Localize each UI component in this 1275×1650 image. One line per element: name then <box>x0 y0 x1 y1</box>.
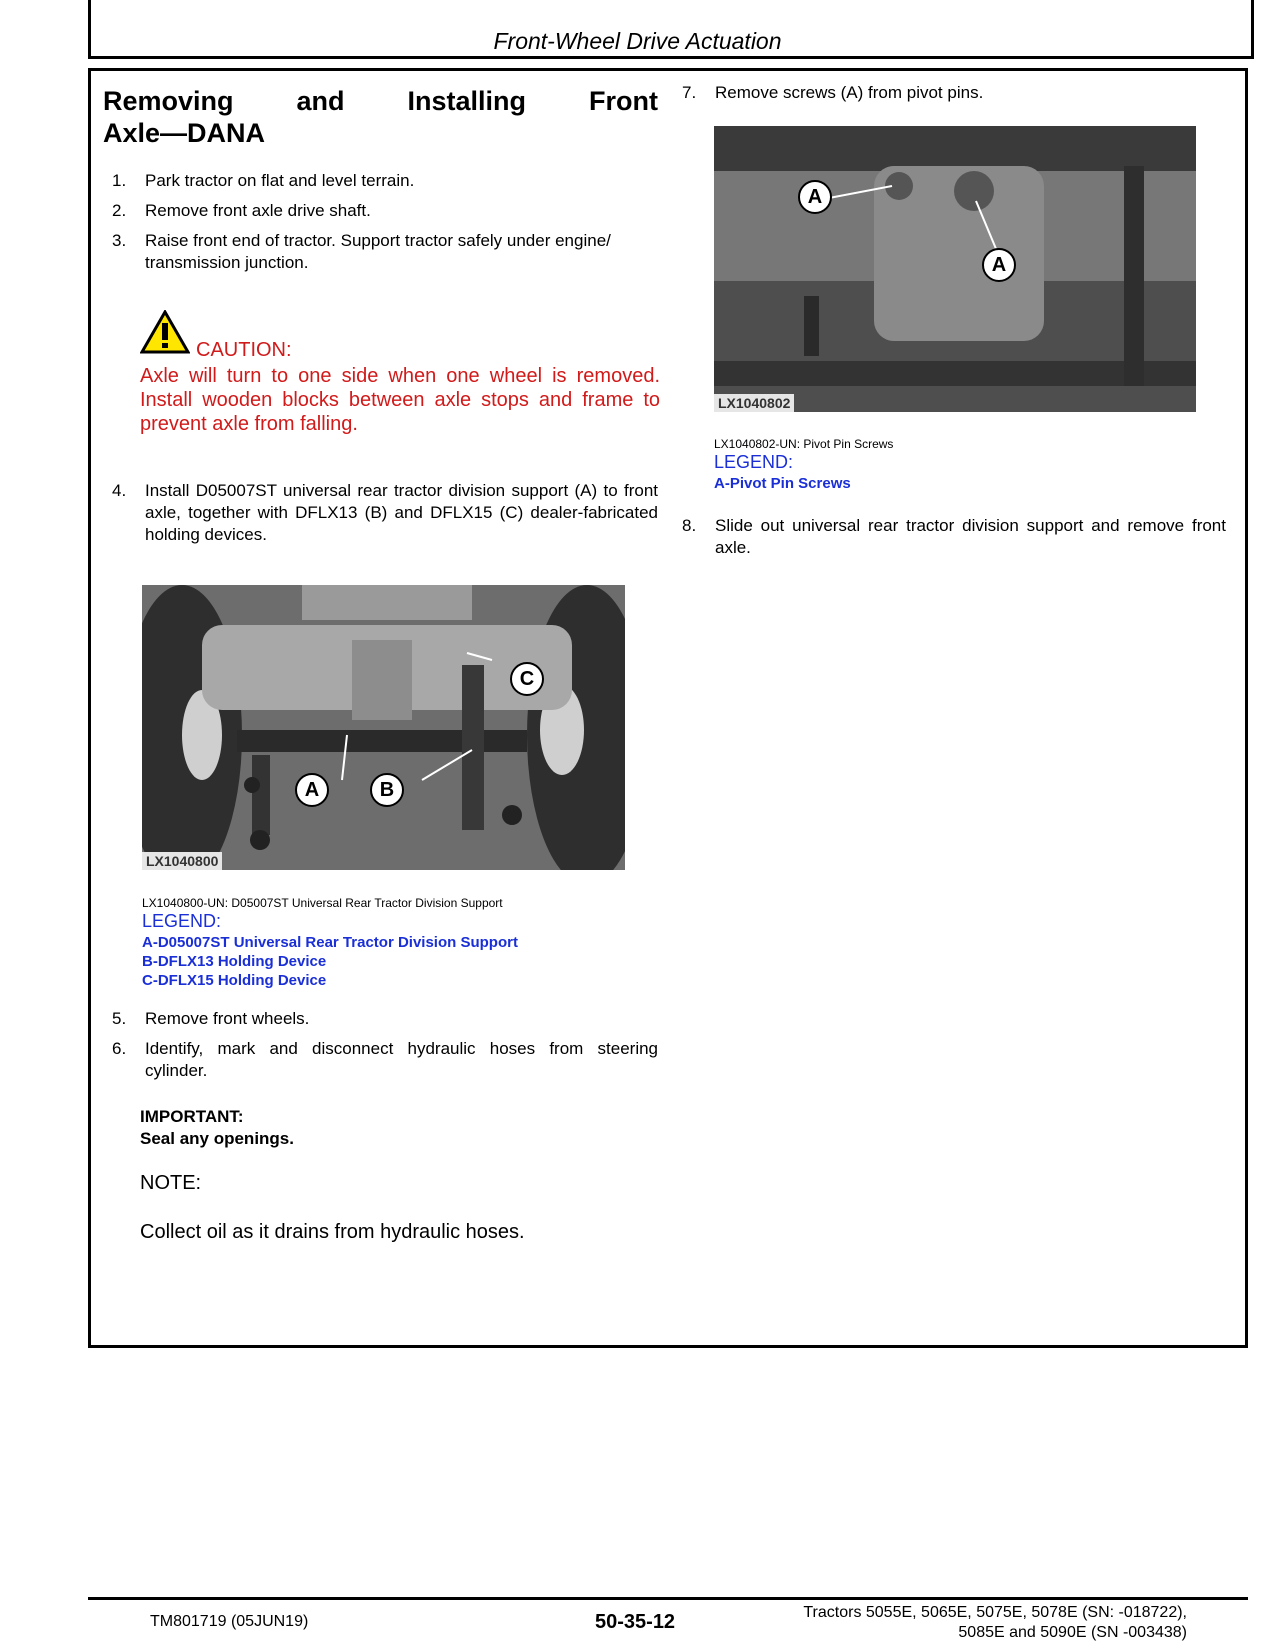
heading-word: Removing <box>103 86 234 116</box>
legend-item: A-D05007ST Universal Rear Tractor Division Support <box>142 934 518 951</box>
figure-2-legend <box>714 474 851 493</box>
figure-1-legend-title: LEGEND: <box>142 911 222 931</box>
legend-item: B-DFLX13 Holding Device <box>142 953 327 970</box>
tractor-axle-illustration <box>142 585 625 870</box>
important-text: Seal any openings. <box>140 1129 294 1148</box>
warning-triangle-icon <box>140 310 190 354</box>
figure-2-photo <box>714 126 1196 412</box>
image-code: LX1040800 <box>142 852 222 870</box>
footer-models-line-1: Tractors 5055E, 5065E, 5075E, 5078E (SN: -018722), <box>803 1604 1187 1621</box>
figure-1-legend <box>142 933 518 990</box>
important-title: IMPORTANT: <box>140 1107 244 1126</box>
caution-label: CAUTION: <box>196 339 292 361</box>
legend-item: C-DFLX15 Holding Device <box>142 972 327 989</box>
callout-c: C <box>510 662 544 696</box>
heading-word: Installing <box>407 86 527 116</box>
callout-a: A <box>295 773 329 807</box>
callout-a: A <box>798 180 832 214</box>
callout-b: B <box>370 773 404 807</box>
section-title: Front-Wheel Drive Actuation <box>493 28 782 54</box>
footer-page-number: 50-35-12 <box>595 1611 676 1633</box>
footer-models-line-2: 5085E and 5090E (SN -003438) <box>958 1624 1187 1641</box>
page-heading <box>103 85 658 149</box>
footer-models <box>803 1603 1187 1643</box>
note-title: NOTE: <box>140 1172 202 1194</box>
figure-2-caption: LX1040802-UN: Pivot Pin Screws <box>714 437 894 451</box>
figure-1-photo <box>142 585 625 870</box>
note-text: Collect oil as it drains from hydraulic hoses. <box>140 1221 525 1243</box>
legend-item: A-Pivot Pin Screws <box>714 475 851 492</box>
pivot-pin-illustration <box>714 126 1196 412</box>
heading-word: Front <box>589 86 658 116</box>
figure-2-legend-title: LEGEND: <box>714 452 794 472</box>
heading-word: and <box>296 86 345 116</box>
caution-text: Axle will turn to one side when one wheel is removed. Install wooden blocks between axle stops and frame to prevent axle from falling. <box>140 365 660 435</box>
footer-rule <box>88 1597 1248 1600</box>
figure-1-caption: LX1040800-UN: D05007ST Universal Rear Tractor Division Support <box>142 896 503 910</box>
heading-line-1 <box>103 85 658 117</box>
image-code: LX1040802 <box>714 394 794 412</box>
footer-doc-id: TM801719 (05JUN19) <box>150 1613 309 1630</box>
callout-a: A <box>982 248 1016 282</box>
heading-line-2: Axle—DANA <box>103 118 266 148</box>
important-block <box>140 1106 294 1150</box>
